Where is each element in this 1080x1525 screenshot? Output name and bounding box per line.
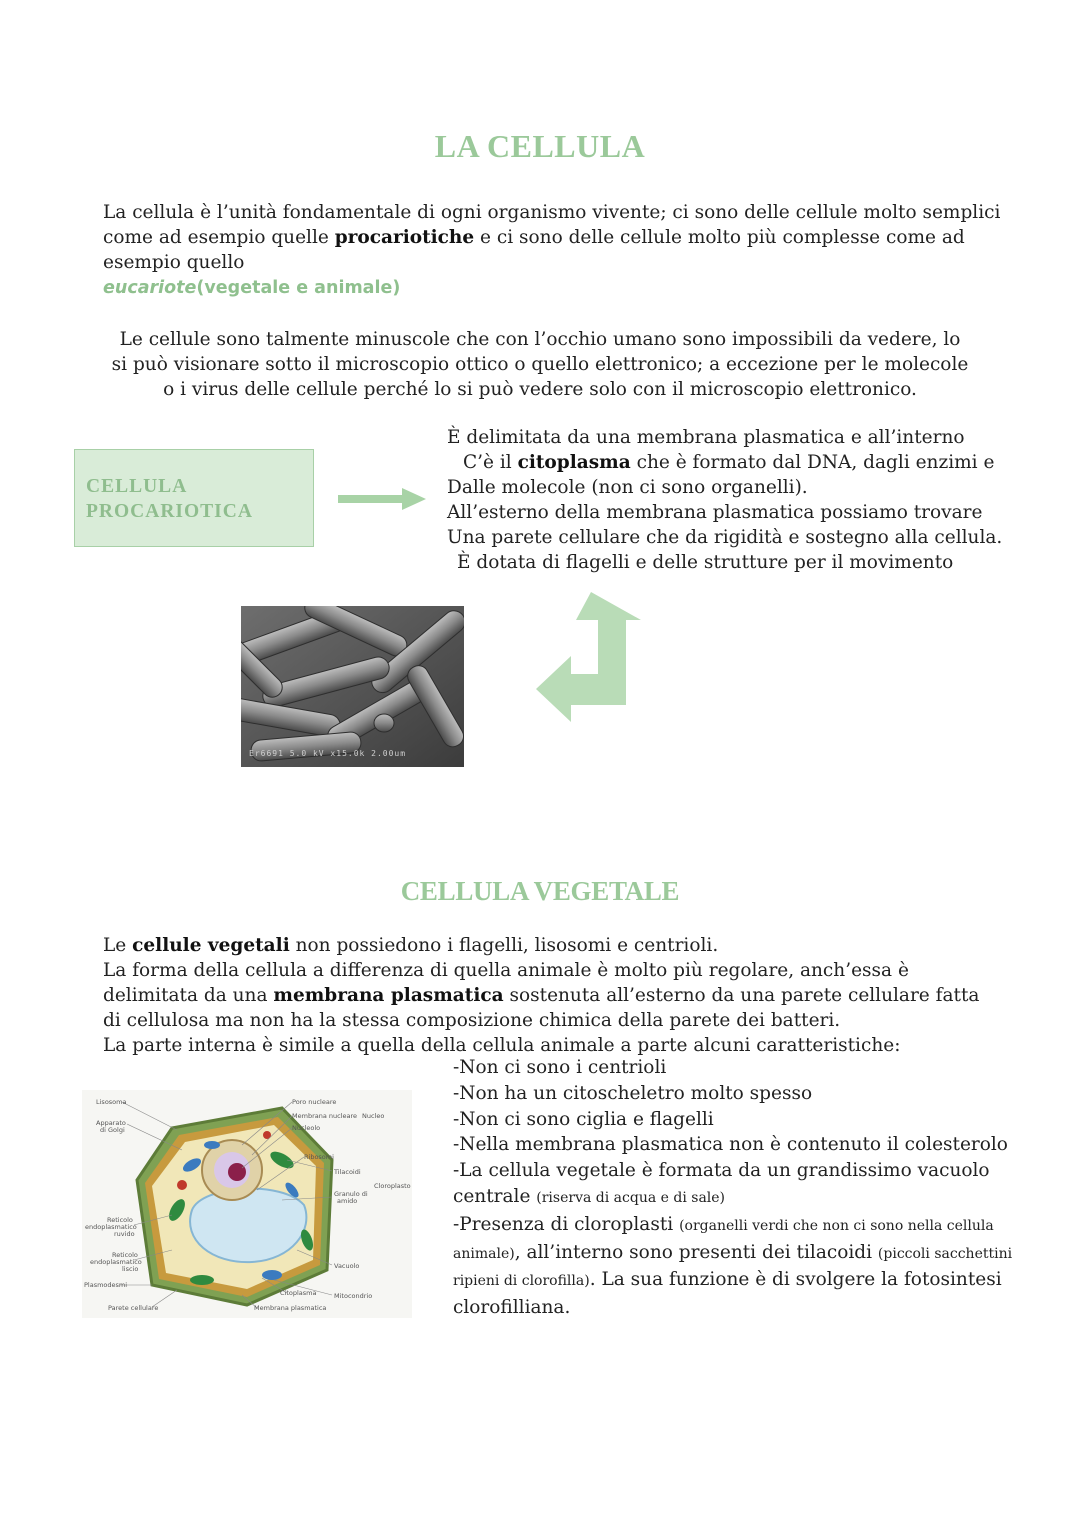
procariotica-box	[74, 449, 314, 547]
bacteria-micrograph	[241, 606, 464, 767]
feature-2: -Non ha un citoscheletro molto spesso	[453, 1082, 813, 1104]
section-title-vegetale: CELLULA VEGETALE	[400, 876, 680, 906]
label-apparato-1: Apparato	[96, 1119, 126, 1127]
label-parete-cellulare: Parete cellulare	[108, 1304, 159, 1312]
label-citoplasma: Citoplasma	[280, 1289, 317, 1297]
desc-line-3: Dalle molecole (non ci sono organelli).	[447, 477, 808, 498]
label-tilacoidi: Tilacoidi	[334, 1168, 361, 1176]
feature-6b: (riserva di acqua e di sale)	[536, 1189, 726, 1206]
feature-7a: -Presenza di cloroplasti	[453, 1213, 680, 1235]
label-ret-liscio-1: Reticolo	[112, 1251, 138, 1259]
veg-l3: La parte interna è simile a quella della cellula animale a parte alcuni caratteristiche:	[103, 1035, 901, 1056]
feature-8	[453, 1240, 1053, 1268]
desc-line-2	[447, 450, 1047, 475]
label-ret-ruvido-2: endoplasmatico	[85, 1223, 137, 1231]
feature-7	[453, 1212, 1053, 1240]
features-list	[453, 1055, 1053, 1321]
right-arrow-icon	[336, 486, 428, 512]
procariotica-description	[447, 425, 1047, 575]
desc-line-2c: che è formato dal DNA, dagli enzimi e	[630, 452, 995, 473]
feature-6a: centrale	[453, 1185, 537, 1207]
label-ret-ruvido-1: Reticolo	[107, 1216, 133, 1224]
label-vacuolo: Vacuolo	[334, 1262, 360, 1270]
veg-l2: La forma della cellula a differenza di quella animale è molto più regolare, anch’essa è delimitata da una	[103, 960, 909, 1006]
label-ribosomi: Ribosomi	[304, 1153, 334, 1161]
microscope-paragraph: Le cellule sono talmente minuscole che con l’occhio umano sono impossibili da vedere, lo si può visionare sotto il microscopio ottico o quello elettronico; a eccezione per le molecole o i virus delle cellule perché lo si può vedere solo con il microscopio elettronico.	[111, 329, 969, 400]
feature-3: -Non ci sono ciglia e flagelli	[453, 1108, 714, 1130]
desc-line-4: All’esterno della membrana plasmatica possiamo trovare	[447, 502, 983, 523]
label-granulo-2: amido	[337, 1197, 358, 1205]
membrana-plasmatica-bold: membrana plasmatica	[273, 985, 504, 1006]
feature-6	[453, 1184, 1053, 1212]
citoplasma-bold: citoplasma	[517, 452, 631, 473]
label-cloroplasto: Cloroplasto	[374, 1182, 411, 1190]
label-plasmodesmi: Plasmodesmi	[84, 1281, 128, 1289]
label-poro-nucleare: Poro nucleare	[292, 1098, 337, 1106]
feature-1: -Non ci sono i centrioli	[453, 1057, 667, 1078]
feature-9	[453, 1267, 1053, 1295]
label-ret-liscio-2: endoplasmatico	[90, 1258, 142, 1266]
feature-9b: . La sua funzione è di svolgere la fotosintesi	[589, 1269, 1002, 1291]
return-arrow-icon	[536, 592, 646, 724]
label-ret-liscio-3: liscio	[122, 1265, 139, 1273]
label-membrana-plasmatica: Membrana plasmatica	[254, 1304, 327, 1312]
label-lisosoma: Lisosoma	[96, 1098, 127, 1106]
veg-l1a: Le	[103, 935, 133, 956]
page-title: LA CELLULA	[434, 128, 646, 164]
feature-4: -Nella membrana plasmatica non è contenuto il colesterolo	[453, 1134, 1008, 1156]
label-granulo-1: Granulo di	[334, 1190, 368, 1198]
feature-7b: (organelli verdi che non ci sono nella cellula	[679, 1217, 994, 1234]
eucariote-paren: (vegetale e animale)	[196, 278, 401, 298]
micrograph-caption: Er6691 5.0 kV x15.0k 2.00um	[249, 749, 407, 758]
intro-text-2: e ci sono delle cellule molto più complesse come ad esempio quello	[103, 227, 965, 273]
feature-9a: ripieni di clorofilla)	[453, 1273, 590, 1290]
label-membrana-nucleare: Membrana nucleare	[292, 1112, 358, 1120]
feature-8b: , all’interno sono presenti dei tilacoidi	[514, 1241, 878, 1263]
label-nucleo: Nucleo	[362, 1112, 385, 1120]
eucariote-highlight: eucariote	[103, 278, 197, 298]
desc-line-5: Una parete cellulare che da rigidità e sostegno alla cellula.	[447, 527, 1003, 548]
plant-cell-diagram	[82, 1090, 412, 1318]
feature-8c: (piccoli sacchettini	[877, 1245, 1013, 1262]
vegetale-paragraph	[103, 933, 1003, 1058]
feature-5: -La cellula vegetale è formata da un grandissimo vacuolo	[453, 1160, 990, 1182]
label-ret-ruvido-3: ruvido	[114, 1230, 135, 1238]
intro-text-1: La cellula è l’unità fondamentale di ogni organismo vivente; ci sono delle cellule molto semplici come ad esempio quelle	[103, 202, 1001, 248]
feature-8a: animale)	[453, 1245, 515, 1262]
veg-l2c: sostenuta all’esterno da una parete cellulare fatta di cellulosa ma non ha la stessa composizione chimica della parete dei batteri.	[103, 985, 980, 1031]
veg-l1c: non possiedono i flagelli, lisosomi e centrioli.	[289, 935, 719, 956]
procariotica-box-line2: PROCARIOTICA	[86, 501, 253, 522]
label-apparato-2: di Golgi	[100, 1126, 125, 1134]
intro-paragraph	[103, 200, 1003, 301]
procariotiche-bold: procariotiche	[334, 227, 475, 248]
desc-line-2a: C’è il	[463, 452, 518, 473]
label-nucleolo: Nucleolo	[292, 1124, 321, 1132]
cellule-vegetali-bold: cellule vegetali	[132, 935, 290, 956]
procariotica-box-line1: CELLULA	[86, 476, 188, 497]
feature-10: clorofilliana.	[453, 1297, 571, 1319]
desc-line-1: È delimitata da una membrana plasmatica e all’interno	[447, 427, 965, 448]
desc-line-6: È dotata di flagelli e delle strutture per il movimento	[457, 552, 954, 573]
label-mitocondrio: Mitocondrio	[334, 1292, 373, 1300]
